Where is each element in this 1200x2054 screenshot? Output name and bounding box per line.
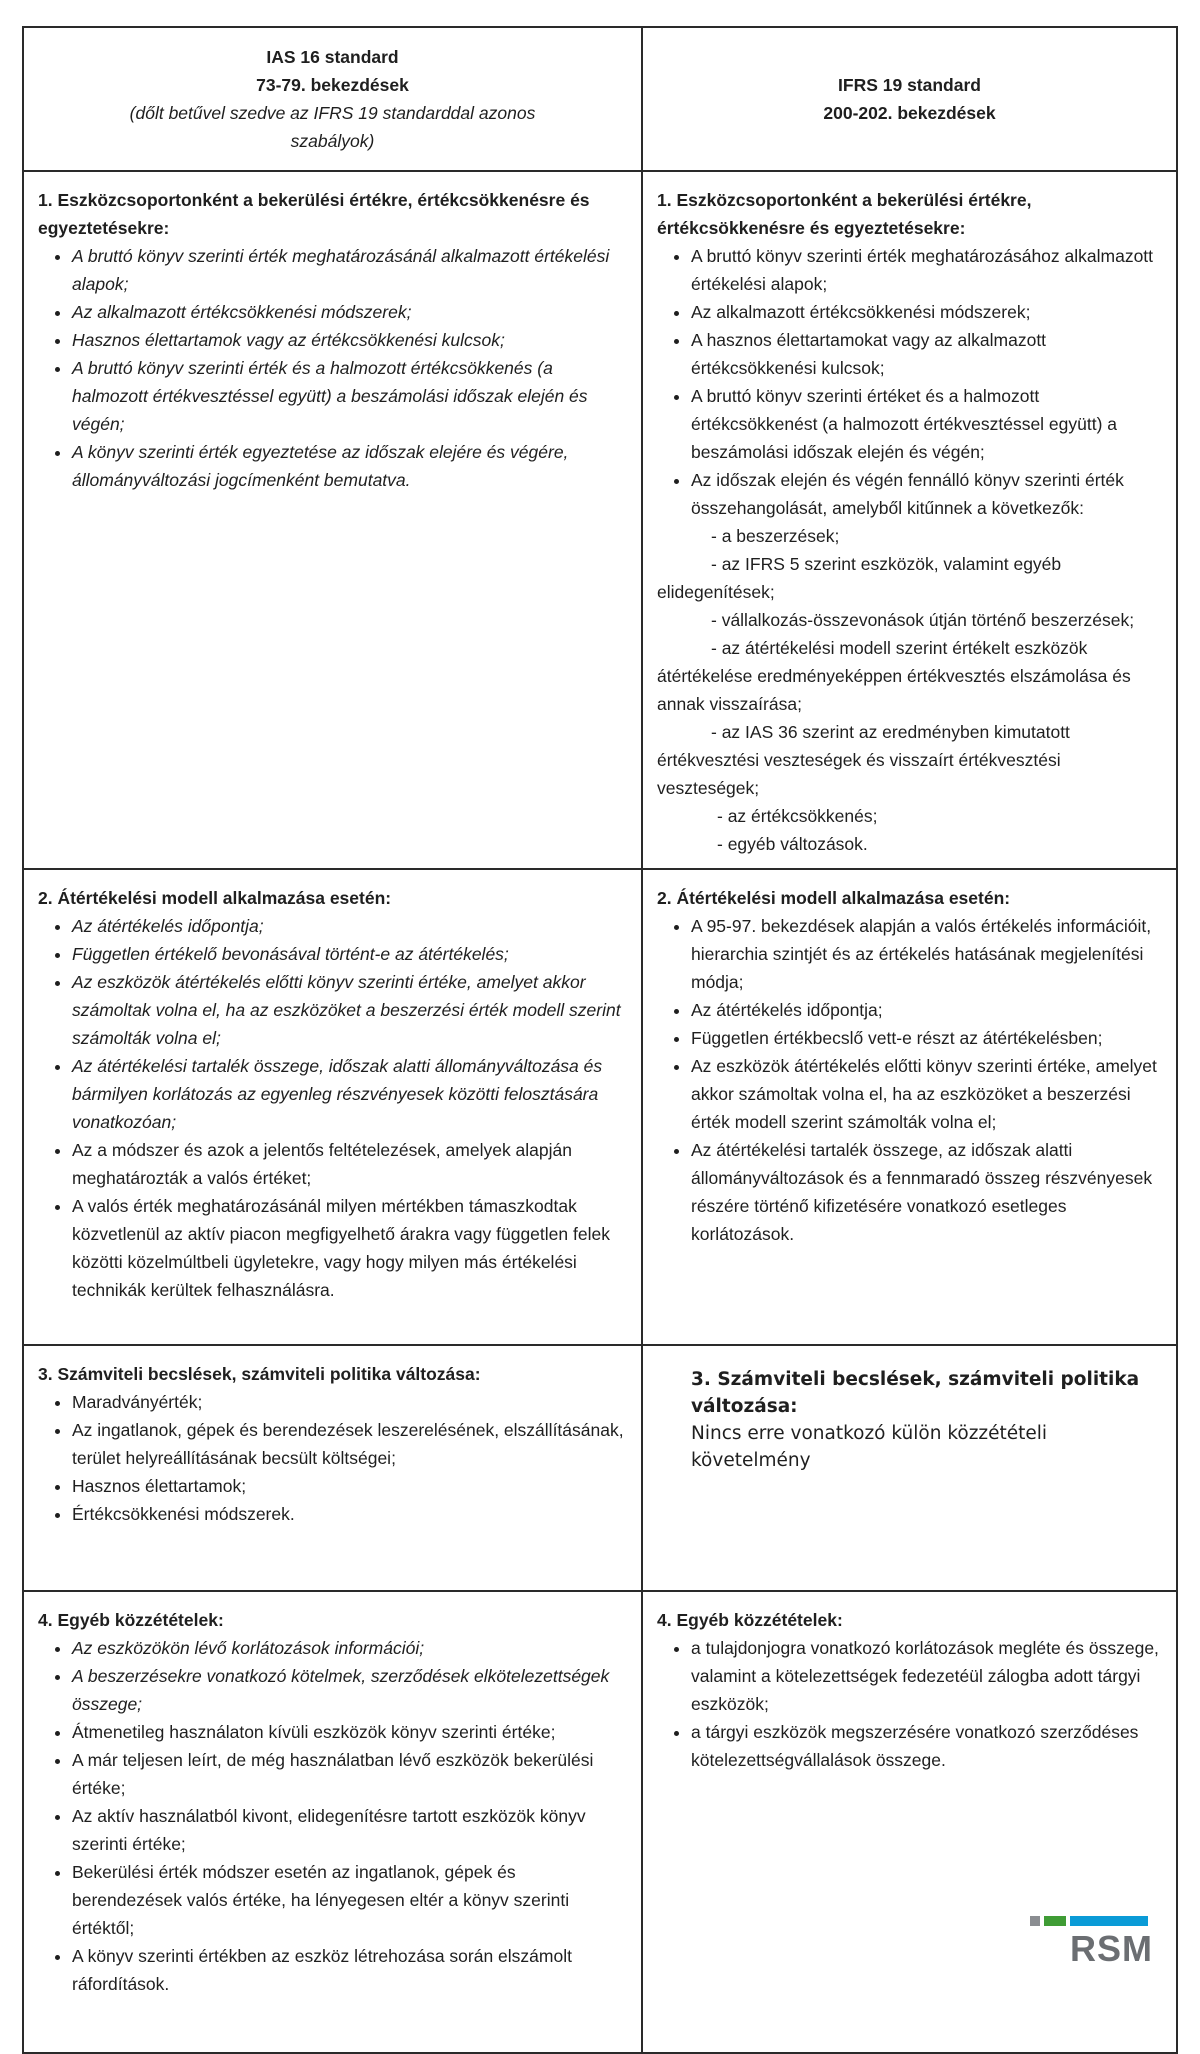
- section2-row: [23, 869, 1177, 1345]
- section3-right-text: Nincs erre vonatkozó külön közzétételi követelmény: [691, 1423, 1048, 1471]
- list-item: • Az átértékelés időpontja;: [691, 996, 1162, 1024]
- list-item: • Az átértékelési tartalék összege, időszak alatti állományváltozása és bármilyen korlátozás az egyenleg részvényesek közötti felosztására vonatkozóan;: [72, 1052, 627, 1136]
- list-item: • Az a módszer és azok a jelentős feltételezések, amelyek alapján meghatározták a valós értéket;: [72, 1136, 627, 1192]
- sub-item: - az IAS 36 szerint az eredményben kimutatott: [711, 722, 1070, 742]
- sub-item: - a beszerzések;: [711, 526, 840, 546]
- list-item: • Hasznos élettartamok;: [72, 1472, 627, 1500]
- header-left: [23, 27, 642, 171]
- list-item: • Az ingatlanok, gépek és berendezések leszerelésének, elszállításának, terület helyreállításának becsült költségei;: [72, 1416, 627, 1472]
- logo-bar-green: [1044, 1916, 1066, 1926]
- list-item: • Az eszközök átértékelés előtti könyv szerinti értéke, amelyet akkor számoltak volna el, ha az eszközöket a beszerzési érték modell szerint számolták volna el;: [691, 1052, 1162, 1136]
- list-item: • A 95-97. bekezdések alapján a valós értékelés információit, hierarchia szintjét és az értékelés hatásának megjelenítési módja;: [691, 912, 1162, 996]
- list-item: • Az átértékelés időpontja;: [72, 912, 627, 940]
- list-item: • Az időszak elején és végén fennálló könyv szerinti érték összehangolását, amelyből kitűnnek a következők:: [691, 466, 1162, 522]
- ifrs19-title: IFRS 19 standard: [838, 75, 981, 95]
- sub-item: - egyéb változások.: [717, 834, 868, 854]
- section1-left: [23, 171, 642, 869]
- section1-right-title: 1. Eszközcsoportonként a bekerülési értékre, értékcsökkenésre és egyeztetésekre:: [657, 190, 1032, 238]
- ias16-title: IAS 16 standard: [266, 47, 399, 67]
- list-item: • A könyv szerinti értékben az eszköz létrehozása során elszámolt ráfordítások.: [72, 1942, 627, 1998]
- section3-row: [23, 1345, 1177, 1591]
- rsm-logo: [1030, 1916, 1153, 1974]
- list-item: • A beszerzésekre vonatkozó kötelmek, szerződések elkötelezettségek összege;: [72, 1662, 627, 1718]
- logo-bar-gray: [1030, 1916, 1040, 1926]
- list-item: • Bekerülési érték módszer esetén az ingatlanok, gépek és berendezések valós értéke, ha lényegesen eltér a könyv szerinti értéktől;: [72, 1858, 627, 1942]
- section3-right: [642, 1345, 1177, 1591]
- section3-left-title: 3. Számviteli becslések, számviteli politika változása:: [38, 1364, 481, 1384]
- sub-item-cont: átértékelése eredményeképpen értékvesztés elszámolása és annak visszaírása;: [657, 666, 1131, 714]
- section2-left-title: 2. Átértékelési modell alkalmazása esetén:: [38, 888, 392, 908]
- list-item: • Az átértékelési tartalék összege, az időszak alatti állományváltozások és a fennmaradó összeg részvényesek részére történő kifizetésére vonatkozó esetleges korlátozások.: [691, 1136, 1162, 1248]
- comparison-table: [22, 26, 1178, 2054]
- section1-left-list: [38, 242, 627, 494]
- list-item: • Független értékbecslő vett-e részt az átértékelésben;: [691, 1024, 1162, 1052]
- section4-left-list: [38, 1634, 627, 1998]
- list-item: • a tárgyi eszközök megszerzésére vonatkozó szerződéses kötelezettségvállalások összege.: [691, 1718, 1162, 1774]
- section3-left-list: [38, 1388, 627, 1528]
- list-item: • A bruttó könyv szerinti értéket és a halmozott értékcsökkenést (a halmozott értékvesztéssel együtt) a beszámolási időszak elején és végén;: [691, 382, 1162, 466]
- header-row: [23, 27, 1177, 171]
- section4-right-title: 4. Egyéb közzétételek:: [657, 1610, 843, 1630]
- list-item: • Értékcsökkenési módszerek.: [72, 1500, 627, 1528]
- section2-left: [23, 869, 642, 1345]
- section1-right-list: [657, 242, 1162, 522]
- list-item: • A könyv szerinti érték egyeztetése az időszak elejére és végére, állományváltozási jogcímenként bemutatva.: [72, 438, 627, 494]
- ias16-note-line1: (dőlt betűvel szedve az IFRS 19 standarddal azonos: [129, 103, 536, 123]
- ias16-paragraphs: 73-79. bekezdések: [256, 75, 409, 95]
- section4-left-title: 4. Egyéb közzétételek:: [38, 1610, 224, 1630]
- list-item: • Az alkalmazott értékcsökkenési módszerek;: [691, 298, 1162, 326]
- list-item: • A bruttó könyv szerinti érték meghatározásához alkalmazott értékelési alapok;: [691, 242, 1162, 298]
- header-right: [642, 27, 1177, 171]
- list-item: • Független értékelő bevonásával történt-e az átértékelés;: [72, 940, 627, 968]
- sub-item-cont: elidegenítések;: [657, 582, 775, 602]
- list-item: • Az eszközökön lévő korlátozások információi;: [72, 1634, 627, 1662]
- section3-right-title: 3. Számviteli becslések, számviteli politika változása:: [691, 1369, 1140, 1417]
- list-item: • Az aktív használatból kivont, elidegenítésre tartott eszközök könyv szerinti értéke;: [72, 1802, 627, 1858]
- section1-right: [642, 171, 1177, 869]
- section4-row: [23, 1591, 1177, 2053]
- logo-bar-blue: [1070, 1916, 1148, 1926]
- section2-left-list: [38, 912, 627, 1304]
- section2-right-title: 2. Átértékelési modell alkalmazása esetén:: [657, 888, 1011, 908]
- ifrs19-paragraphs: 200-202. bekezdések: [823, 103, 996, 123]
- sub-item-cont: értékvesztési veszteségek és visszaírt értékvesztési veszteségek;: [657, 750, 1061, 798]
- sub-item: - az IFRS 5 szerint eszközök, valamint egyéb: [711, 554, 1062, 574]
- list-item: • A valós érték meghatározásánál milyen mértékben támaszkodtak közvetlenül az aktív piacon megfigyelhető árakra vagy független felek közötti közelmúltbeli ügyletekre, vagy hogy milyen más értékelési technikák kerültek felhasználásra.: [72, 1192, 627, 1304]
- section4-right: [642, 1591, 1177, 2053]
- section2-right: [642, 869, 1177, 1345]
- list-item: • Az alkalmazott értékcsökkenési módszerek;: [72, 298, 627, 326]
- ias16-note-line2: szabályok): [290, 131, 375, 151]
- list-item: • A bruttó könyv szerinti érték és a halmozott értékcsökkenés (a halmozott értékvesztéssel együtt) a beszámolási időszak elején és végén;: [72, 354, 627, 438]
- section4-left: [23, 1591, 642, 2053]
- sub-item: - az értékcsökkenés;: [717, 806, 878, 826]
- section1-row: [23, 171, 1177, 869]
- section2-right-list: [657, 912, 1162, 1248]
- list-item: • A hasznos élettartamokat vagy az alkalmazott értékcsökkenési kulcsok;: [691, 326, 1162, 382]
- logo-text: RSM: [1070, 1928, 1153, 1969]
- list-item: • A bruttó könyv szerinti érték meghatározásánál alkalmazott értékelési alapok;: [72, 242, 627, 298]
- list-item: • Átmenetileg használaton kívüli eszközök könyv szerinti értéke;: [72, 1718, 627, 1746]
- list-item: • Hasznos élettartamok vagy az értékcsökkenési kulcsok;: [72, 326, 627, 354]
- section4-right-list: [657, 1634, 1162, 1774]
- section1-left-title: 1. Eszközcsoportonként a bekerülési értékre, értékcsökkenésre és egyeztetésekre:: [38, 190, 590, 238]
- list-item: • Maradványérték;: [72, 1388, 627, 1416]
- section3-left: [23, 1345, 642, 1591]
- list-item: • Az eszközök átértékelés előtti könyv szerinti értéke, amelyet akkor számoltak volna el, ha az eszközöket a beszerzési érték modell szerint számolták volna el;: [72, 968, 627, 1052]
- list-item: • A már teljesen leírt, de még használatban lévő eszközök bekerülési értéke;: [72, 1746, 627, 1802]
- sub-item: - az átértékelési modell szerint értékelt eszközök: [711, 638, 1088, 658]
- list-item: • a tulajdonjogra vonatkozó korlátozások megléte és összege, valamint a kötelezettségek fedezetéül zálogba adott tárgyi eszközök;: [691, 1634, 1162, 1718]
- sub-item: - vállalkozás-összevonások útján történő beszerzések;: [711, 610, 1135, 630]
